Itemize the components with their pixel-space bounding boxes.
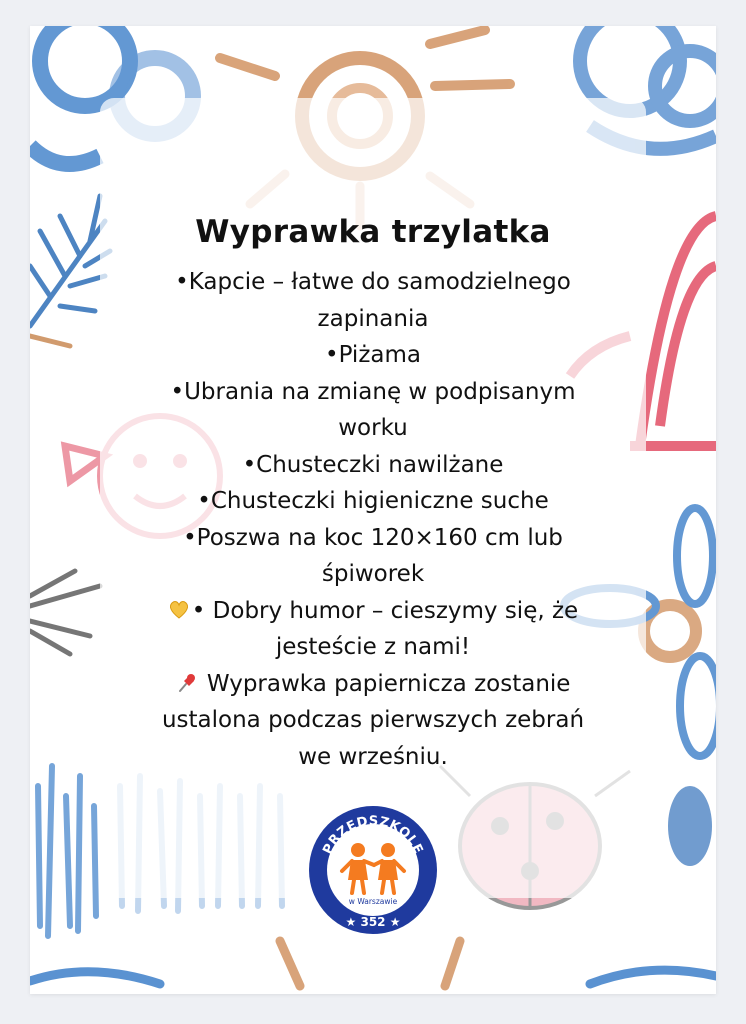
logo-city-text: w Warszawie xyxy=(348,897,398,906)
list-item: •Poszwa na koc 120×160 cm lub xyxy=(183,524,563,551)
page-title: Wyprawka trzylatka xyxy=(195,214,551,250)
logo-top-text: PRZEDSZKOLE xyxy=(320,813,426,857)
flyer-content xyxy=(100,214,646,775)
list-item: •Chusteczki nawilżane xyxy=(242,451,504,478)
list-item: śpiworek xyxy=(321,561,425,587)
yellow-heart-icon xyxy=(168,599,190,621)
logo-number-text: ★ 352 ★ xyxy=(345,915,401,929)
blue-plant-drawing xyxy=(30,196,110,346)
list-item: ustalona podczas pierwszych zebrań xyxy=(161,707,585,733)
list-item: •Chusteczki higieniczne suche xyxy=(197,488,549,514)
list-item-supplies xyxy=(100,666,646,703)
flyer-card xyxy=(30,26,716,994)
list-item-humor xyxy=(100,593,646,630)
list-item: we wrześniu. xyxy=(298,743,448,770)
pushpin-icon xyxy=(176,672,198,694)
bottom-sun-drawing xyxy=(30,941,716,986)
list-item-text: Wyprawka papiernicza zostanie xyxy=(199,670,571,697)
list-item: •Ubrania na zmianę w podpisanym xyxy=(170,378,576,405)
list-item: jesteście z nami! xyxy=(275,634,471,660)
list-item: •Piżama xyxy=(325,342,421,368)
list-item: worku xyxy=(338,415,408,441)
list-item: zapinania xyxy=(317,305,429,332)
list-item-text: • Dobry humor – cieszymy się, że xyxy=(191,597,579,624)
list-item: •Kapcie – łatwe do samodzielnego xyxy=(175,269,571,295)
grey-grass-drawing xyxy=(30,571,100,654)
kindergarten-logo xyxy=(308,805,438,935)
